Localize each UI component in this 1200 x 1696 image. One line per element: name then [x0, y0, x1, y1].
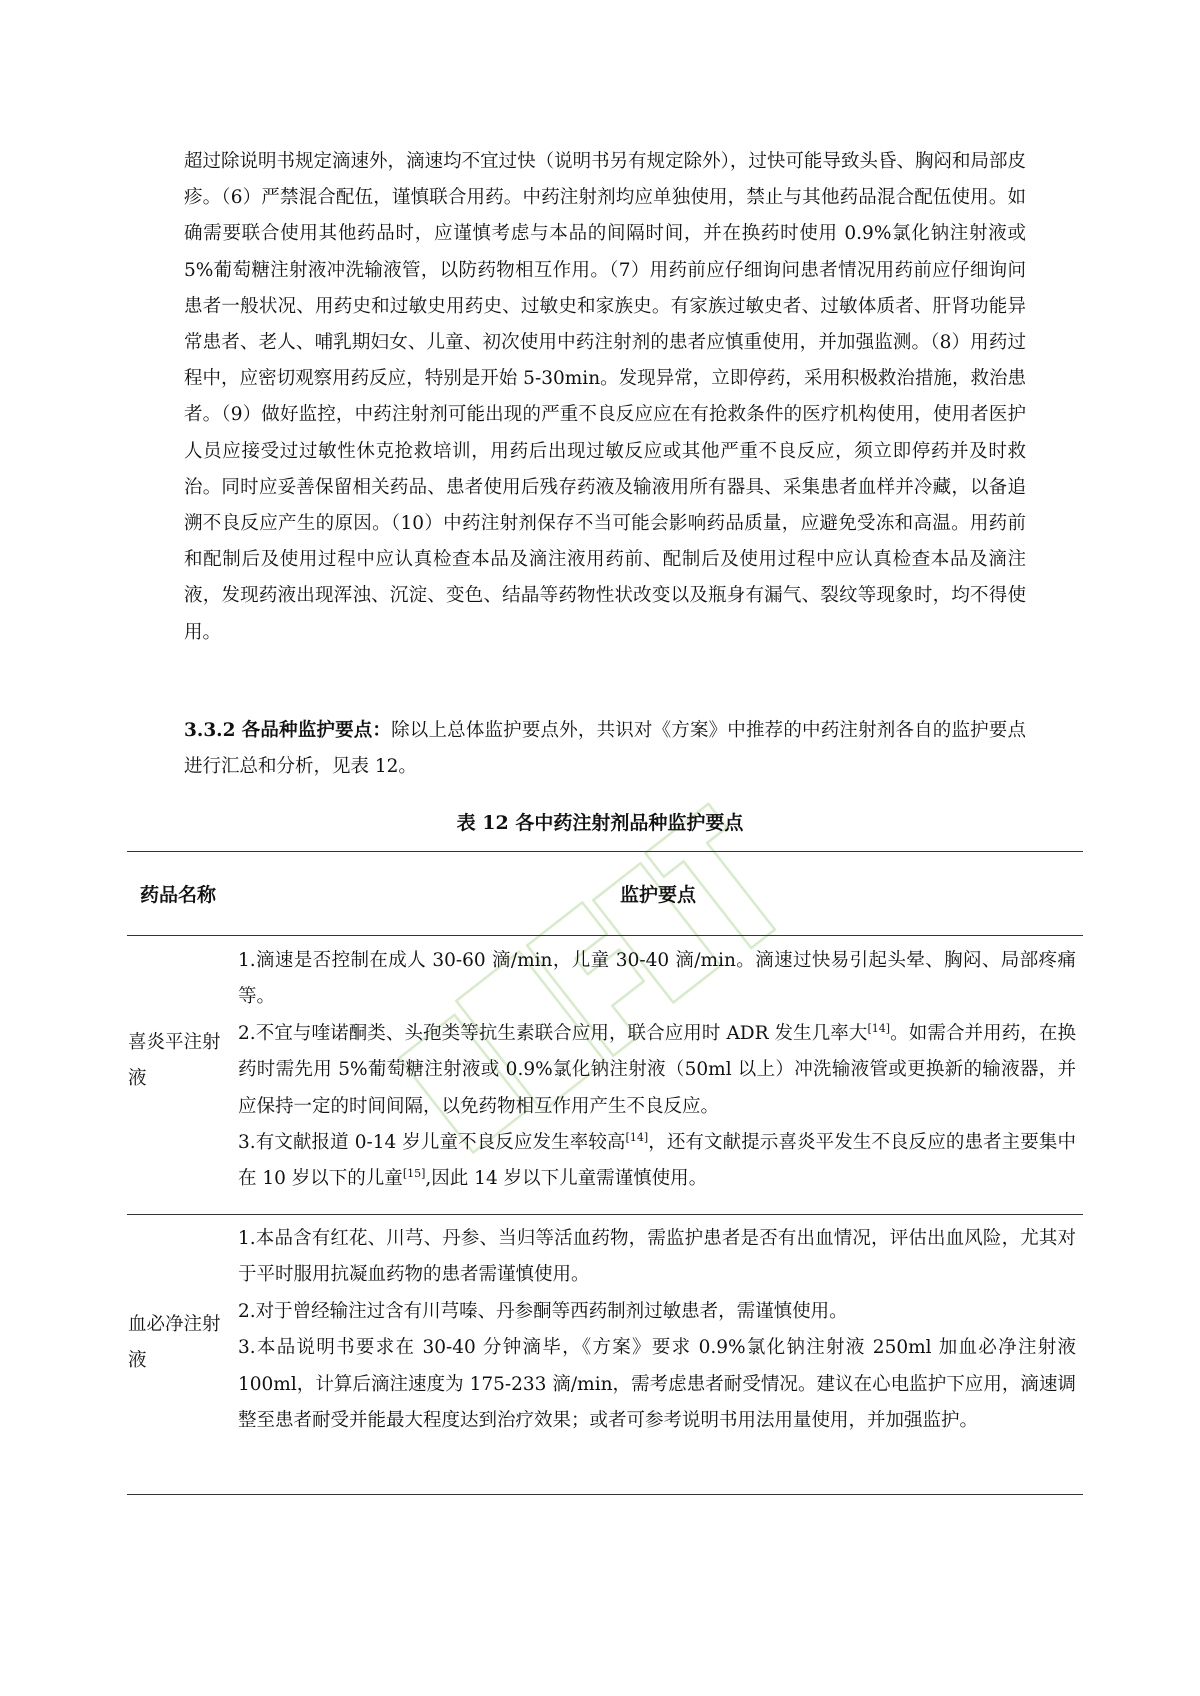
section-paragraph [184, 713, 1026, 785]
citation: [14] [625, 1131, 649, 1145]
table-caption: 表 12 各中药注射剂品种监护要点 [456, 812, 744, 834]
table-row-drug-name: 喜炎平注射液 [128, 1032, 221, 1089]
point-item: 2.不宜与喹诺酮类、头孢类等抗生素联合应用，联合应用时 ADR 发生几率大[14]。如需合并用药，在换药时需先用 5%葡萄糖注射液或 0.9%氯化钠注射液（50ml 以上）冲洗输液管或更换新的输液器，并应保持一定的时间间隔，以免药物相互作用产生不良反应。 [238, 1021, 1076, 1117]
header-monitoring-points: 监护要点 [620, 884, 697, 906]
intro-paragraph [184, 144, 1026, 651]
table-header-rule [127, 935, 1083, 936]
table-row-points [238, 1221, 1076, 1439]
section-number: 3.3.2 [184, 720, 236, 741]
point-item: 1.本品含有红花、川芎、丹参、当归等活血药物，需监护患者是否有出血情况，评估出血风险，尤其对于平时服用抗凝血药物的患者需谨慎使用。 [238, 1228, 1076, 1286]
point-item: 1.滴速是否控制在成人 30-60 滴/min，儿童 30-40 滴/min。滴速过快易引起头晕、胸闷、局部疼痛等。 [238, 950, 1076, 1008]
section-title: 各品种监护要点： [241, 720, 392, 741]
header-drug-name: 药品名称 [140, 884, 217, 906]
citation: [15] [402, 1167, 426, 1181]
point-item: 2.对于曾经输注过含有川芎嗪、丹参酮等西药制剂过敏患者，需谨慎使用。 [238, 1300, 848, 1322]
table-top-rule [127, 851, 1083, 852]
table-bottom-rule [127, 1494, 1083, 1495]
table-row-divider [127, 1214, 1083, 1215]
point-item: 3.本品说明书要求在 30-40 分钟滴毕，《方案》要求 0.9%氯化钠注射液 250ml 加血必净注射液 100ml，计算后滴注速度为 175-233 滴/min，需考虑患者耐受情况。建议在心电监护下应用，滴速调整至患者耐受并能最大程度达到治疗效果；或者可参考说明书用法用量使用，并加强监护。 [238, 1337, 1076, 1432]
table-row-drug-name: 血必净注射液 [128, 1314, 221, 1371]
point-item: 3.有文献报道 0-14 岁儿童不良反应发生率较高[14]，还有文献提示喜炎平发生不良反应的患者主要集中在 10 岁以下的儿童[15],因此 14 岁以下儿童需谨慎使用。 [238, 1131, 1076, 1190]
citation: [14] [867, 1021, 891, 1035]
table-row-points [238, 943, 1076, 1198]
intro-paragraph-text: 超过除说明书规定滴速外，滴速均不宜过快（说明书另有规定除外），过快可能导致头昏、胸闷和局部皮疹。（6）严禁混合配伍，谨慎联合用药。中药注射剂均应单独使用，禁止与其他药品混合配伍使用。如确需要联合使用其他药品时，应谨慎考虑与本品的间隔时间，并在换药时使用 0.9%氯化钠注射液或 5%葡萄糖注射液冲洗输液管，以防药物相互作用。（7）用药前应仔细询问患者情况用药前应仔细询问患者一般状况、用药史和过敏史用药史、过敏史和家族史。有家族过敏史者、过敏体质者、肝肾功能异常患者、老人、哺乳期妇女、儿童、初次使用中药注射剂的患者应慎重使用，并加强监测。（8）用药过程中，应密切观察用药反应，特别是开始 5-30min。发现异常，立即停药，采用积极救治措施，救治患者。（9）做好监控，中药注射剂可能出现的严重不良反应应在有抢救条件的医疗机构使用，使用者医护人员应接受过过敏性休克抢救培训，用药后出现过敏反应或其他严重不良反应，须立即停药并及时救治。同时应妥善保留相关药品、患者使用后残存药液及输液用所有器具、采集患者血样并冷藏，以备追溯不良反应产生的原因。（10）中药注射剂保存不当可能会影响药品质量，应避免受冻和高温。用药前和配制后及使用过程中应认真检查本品及滴注液用药前、配制后及使用过程中应认真检查本品及滴注液，发现药液出现浑浊、沉淀、变色、结晶等药物性状改变以及瓶身有漏气、裂纹等现象时，均不得使用。 [184, 151, 1026, 643]
section-text: 除以上总体监护要点外，共识对《方案》中推荐的中药注射剂各自的监护要点进行汇总和分析，见表 12。 [184, 720, 1026, 778]
section-3-3-2 [184, 713, 1026, 785]
